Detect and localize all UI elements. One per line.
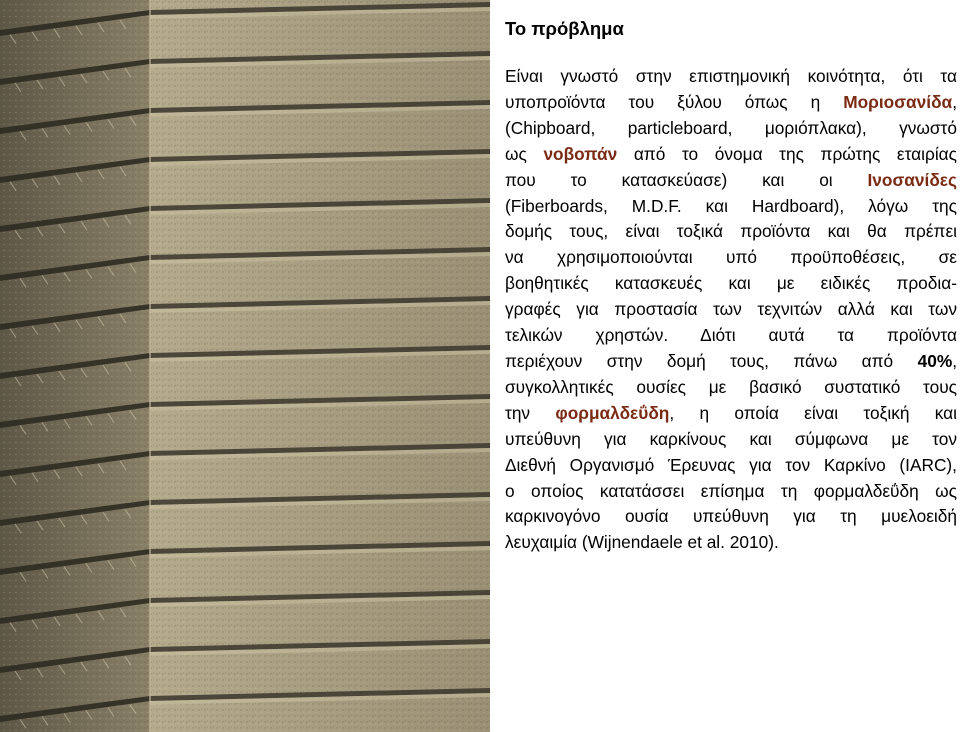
page-title: Το πρόβλημα xyxy=(505,18,624,39)
term-40-percent: 40% xyxy=(917,350,953,371)
text-line: (Chipboard, particleboard, μοριόπλακα), γνωστό xyxy=(505,117,957,138)
text-line: υποπροϊόντα του ξύλου όπως η Μοριοσανίδα, xyxy=(505,91,957,112)
body-paragraph xyxy=(505,64,957,556)
text-line: τελικών χρηστών. Διότι αυτά τα προϊόντα xyxy=(505,325,957,346)
text-line: δομής τους, είναι τοξικά προϊόντα και θα πρέπει xyxy=(505,221,957,242)
text-line: (Fiberboards, M.D.F. και Hardboard), λόγω της xyxy=(505,195,957,216)
term-chipboard: Μοριοσανίδα xyxy=(843,91,953,112)
text-line: την φορμαλδεΰδη, η οποία είναι τοξική και xyxy=(505,402,957,423)
text-line: Είναι γνωστό στην επιστημονική κοινότητα, ότι τα xyxy=(505,66,957,86)
text-line: περιέχουν στην δομή τους, πάνω από 40%, xyxy=(505,350,957,371)
text-line: Διεθνή Οργανισμό Έρευνας για τον Καρκίνο (IARC), xyxy=(505,454,957,475)
text-line: που το κατασκεύασε) και οι Ινοσανίδες xyxy=(505,169,957,190)
term-fiberboard: Ινοσανίδες xyxy=(867,169,957,190)
term-formaldehyde: φορμαλδεΰδη xyxy=(555,402,670,423)
text-column xyxy=(505,18,957,556)
text-line: να χρησιμοποιούνται υπό προϋποθέσεις, σε xyxy=(505,247,957,268)
text-line: λευχαιμία (Wijnendaele et al. 2010). xyxy=(505,532,779,553)
text-line: ως νοβοπάν από το όνομα της πρώτης εταιρίας xyxy=(505,143,957,164)
text-line: γραφές για προστασία των τεχνιτών αλλά και των xyxy=(505,299,957,320)
text-line: βοηθητικές κατασκευές και με ειδικές προδια- xyxy=(505,273,957,294)
text-line: υπεύθυνη για καρκίνους και σύμφωνα με τον xyxy=(505,428,957,449)
text-line: ο οποίος κατατάσσει επίσημα τη φορμαλδεΰδη ως xyxy=(505,480,957,501)
term-novopan: νοβοπάν xyxy=(543,143,618,164)
text-line: συγκολλητικές ουσίες με βασικό συστατικό τους xyxy=(505,376,957,397)
text-line: καρκινογόνο ουσία υπεύθυνη για τη μυελοειδή xyxy=(505,506,957,527)
